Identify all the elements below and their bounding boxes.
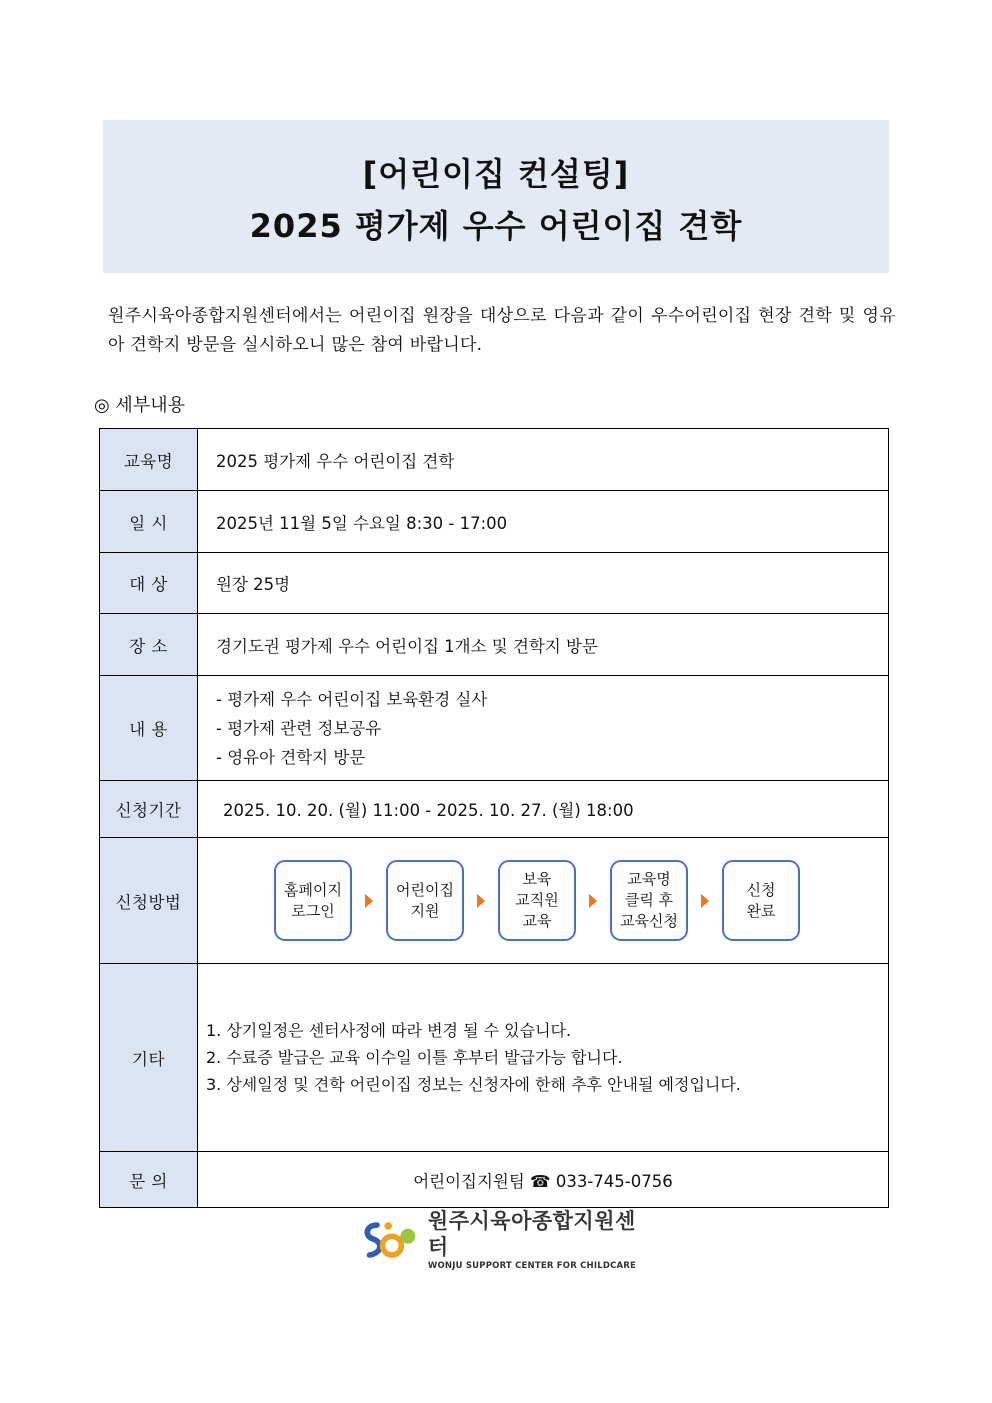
content-item: - 영유아 견학지 방문: [216, 747, 366, 767]
flow-step-education: [498, 860, 576, 941]
table-row-method: [100, 838, 889, 964]
step-text: 교육명: [627, 870, 671, 888]
flow-step-apply: [610, 860, 688, 941]
table-row-course: [100, 429, 889, 491]
note-item: 1. 상기일정은 센터사정에 따라 변경 될 수 있습니다.: [206, 1021, 572, 1040]
step-text: 홈페이지: [284, 880, 342, 899]
row-label-course: 교육명: [100, 429, 198, 491]
step-text: 로그인: [291, 901, 335, 920]
row-label-period: 신청기간: [100, 781, 198, 838]
arrow-right-icon: [477, 894, 485, 908]
intro-paragraph: 원주시육아종합지원센터에서는 어린이집 원장을 대상으로 다음과 같이 우수어린이집 현장 견학 및 영유아 견학지 방문을 실시하오니 많은 참여 바랍니다.: [108, 306, 896, 355]
row-value-etc: [198, 964, 889, 1152]
row-label-content: 내 용: [100, 676, 198, 781]
row-value-place: 경기도권 평가제 우수 어린이집 1개소 및 견학지 방문: [198, 614, 889, 676]
step-text: 보육: [522, 870, 552, 888]
flow-step-support: [386, 860, 464, 941]
step-text: 클릭 후: [624, 891, 674, 909]
step-text: 지원: [410, 901, 440, 920]
title-box: [103, 120, 889, 273]
footer-org-name: 원주시육아종합지원센터: [427, 1209, 636, 1259]
content-item: - 평가제 관련 정보공유: [216, 718, 382, 738]
wonju-childcare-logo-icon: [362, 1216, 422, 1264]
row-label-contact: 문 의: [100, 1152, 198, 1208]
detail-table: [99, 428, 889, 1208]
table-row-contact: [100, 1152, 889, 1208]
flow-step-complete: [722, 860, 800, 941]
row-label-method: 신청방법: [100, 838, 198, 964]
step-text: 완료: [746, 901, 776, 920]
footer-org-name-en: WONJU SUPPORT CENTER FOR CHILDCARE: [427, 1261, 637, 1271]
step-text: 교육: [522, 912, 552, 930]
step-text: 신청: [746, 880, 776, 899]
arrow-right-icon: [589, 894, 597, 908]
content-item: - 평가제 우수 어린이집 보육환경 실사: [216, 689, 488, 709]
row-value-contact: 어린이집지원팀 ☎ 033-745-0756: [198, 1152, 889, 1208]
footer-logo: [362, 1209, 642, 1271]
row-label-place: 장 소: [100, 614, 198, 676]
table-row-period: [100, 781, 889, 838]
row-value-date: 2025년 11월 5일 수요일 8:30 - 17:00: [198, 491, 889, 553]
table-row-target: [100, 553, 889, 614]
row-value-course: 2025 평가제 우수 어린이집 견학: [198, 429, 889, 491]
arrow-right-icon: [365, 894, 373, 908]
row-label-date: 일 시: [100, 491, 198, 553]
step-text: 어린이집: [396, 880, 454, 899]
section-label: ◎ 세부내용: [94, 395, 185, 416]
note-item: 2. 수료증 발급은 교육 이수일 이틀 후부터 발급가능 합니다.: [206, 1048, 623, 1067]
table-row-date: [100, 491, 889, 553]
row-label-etc: 기타: [100, 964, 198, 1152]
row-value-content: [198, 676, 889, 781]
step-text: 교육신청: [620, 912, 678, 930]
arrow-right-icon: [701, 894, 709, 908]
row-value-period: 2025. 10. 20. (월) 11:00 - 2025. 10. 27. (월) 18:00: [198, 781, 889, 838]
row-label-target: 대 상: [100, 553, 198, 614]
flow-step-login: [274, 860, 352, 941]
title-line-2: 2025 평가제 우수 어린이집 견학: [249, 207, 743, 245]
note-item: 3. 상세일정 및 견학 어린이집 정보는 신청자에 한해 추후 안내될 예정입니다.: [206, 1075, 741, 1094]
application-flow: [198, 860, 888, 941]
table-row-etc: [100, 964, 889, 1152]
row-value-target: 원장 25명: [198, 553, 889, 614]
step-text: 교직원: [515, 891, 559, 909]
title-line-1: [어린이집 컨설팅]: [362, 155, 630, 193]
table-row-place: [100, 614, 889, 676]
table-row-content: [100, 676, 889, 781]
row-value-method: [198, 838, 889, 964]
